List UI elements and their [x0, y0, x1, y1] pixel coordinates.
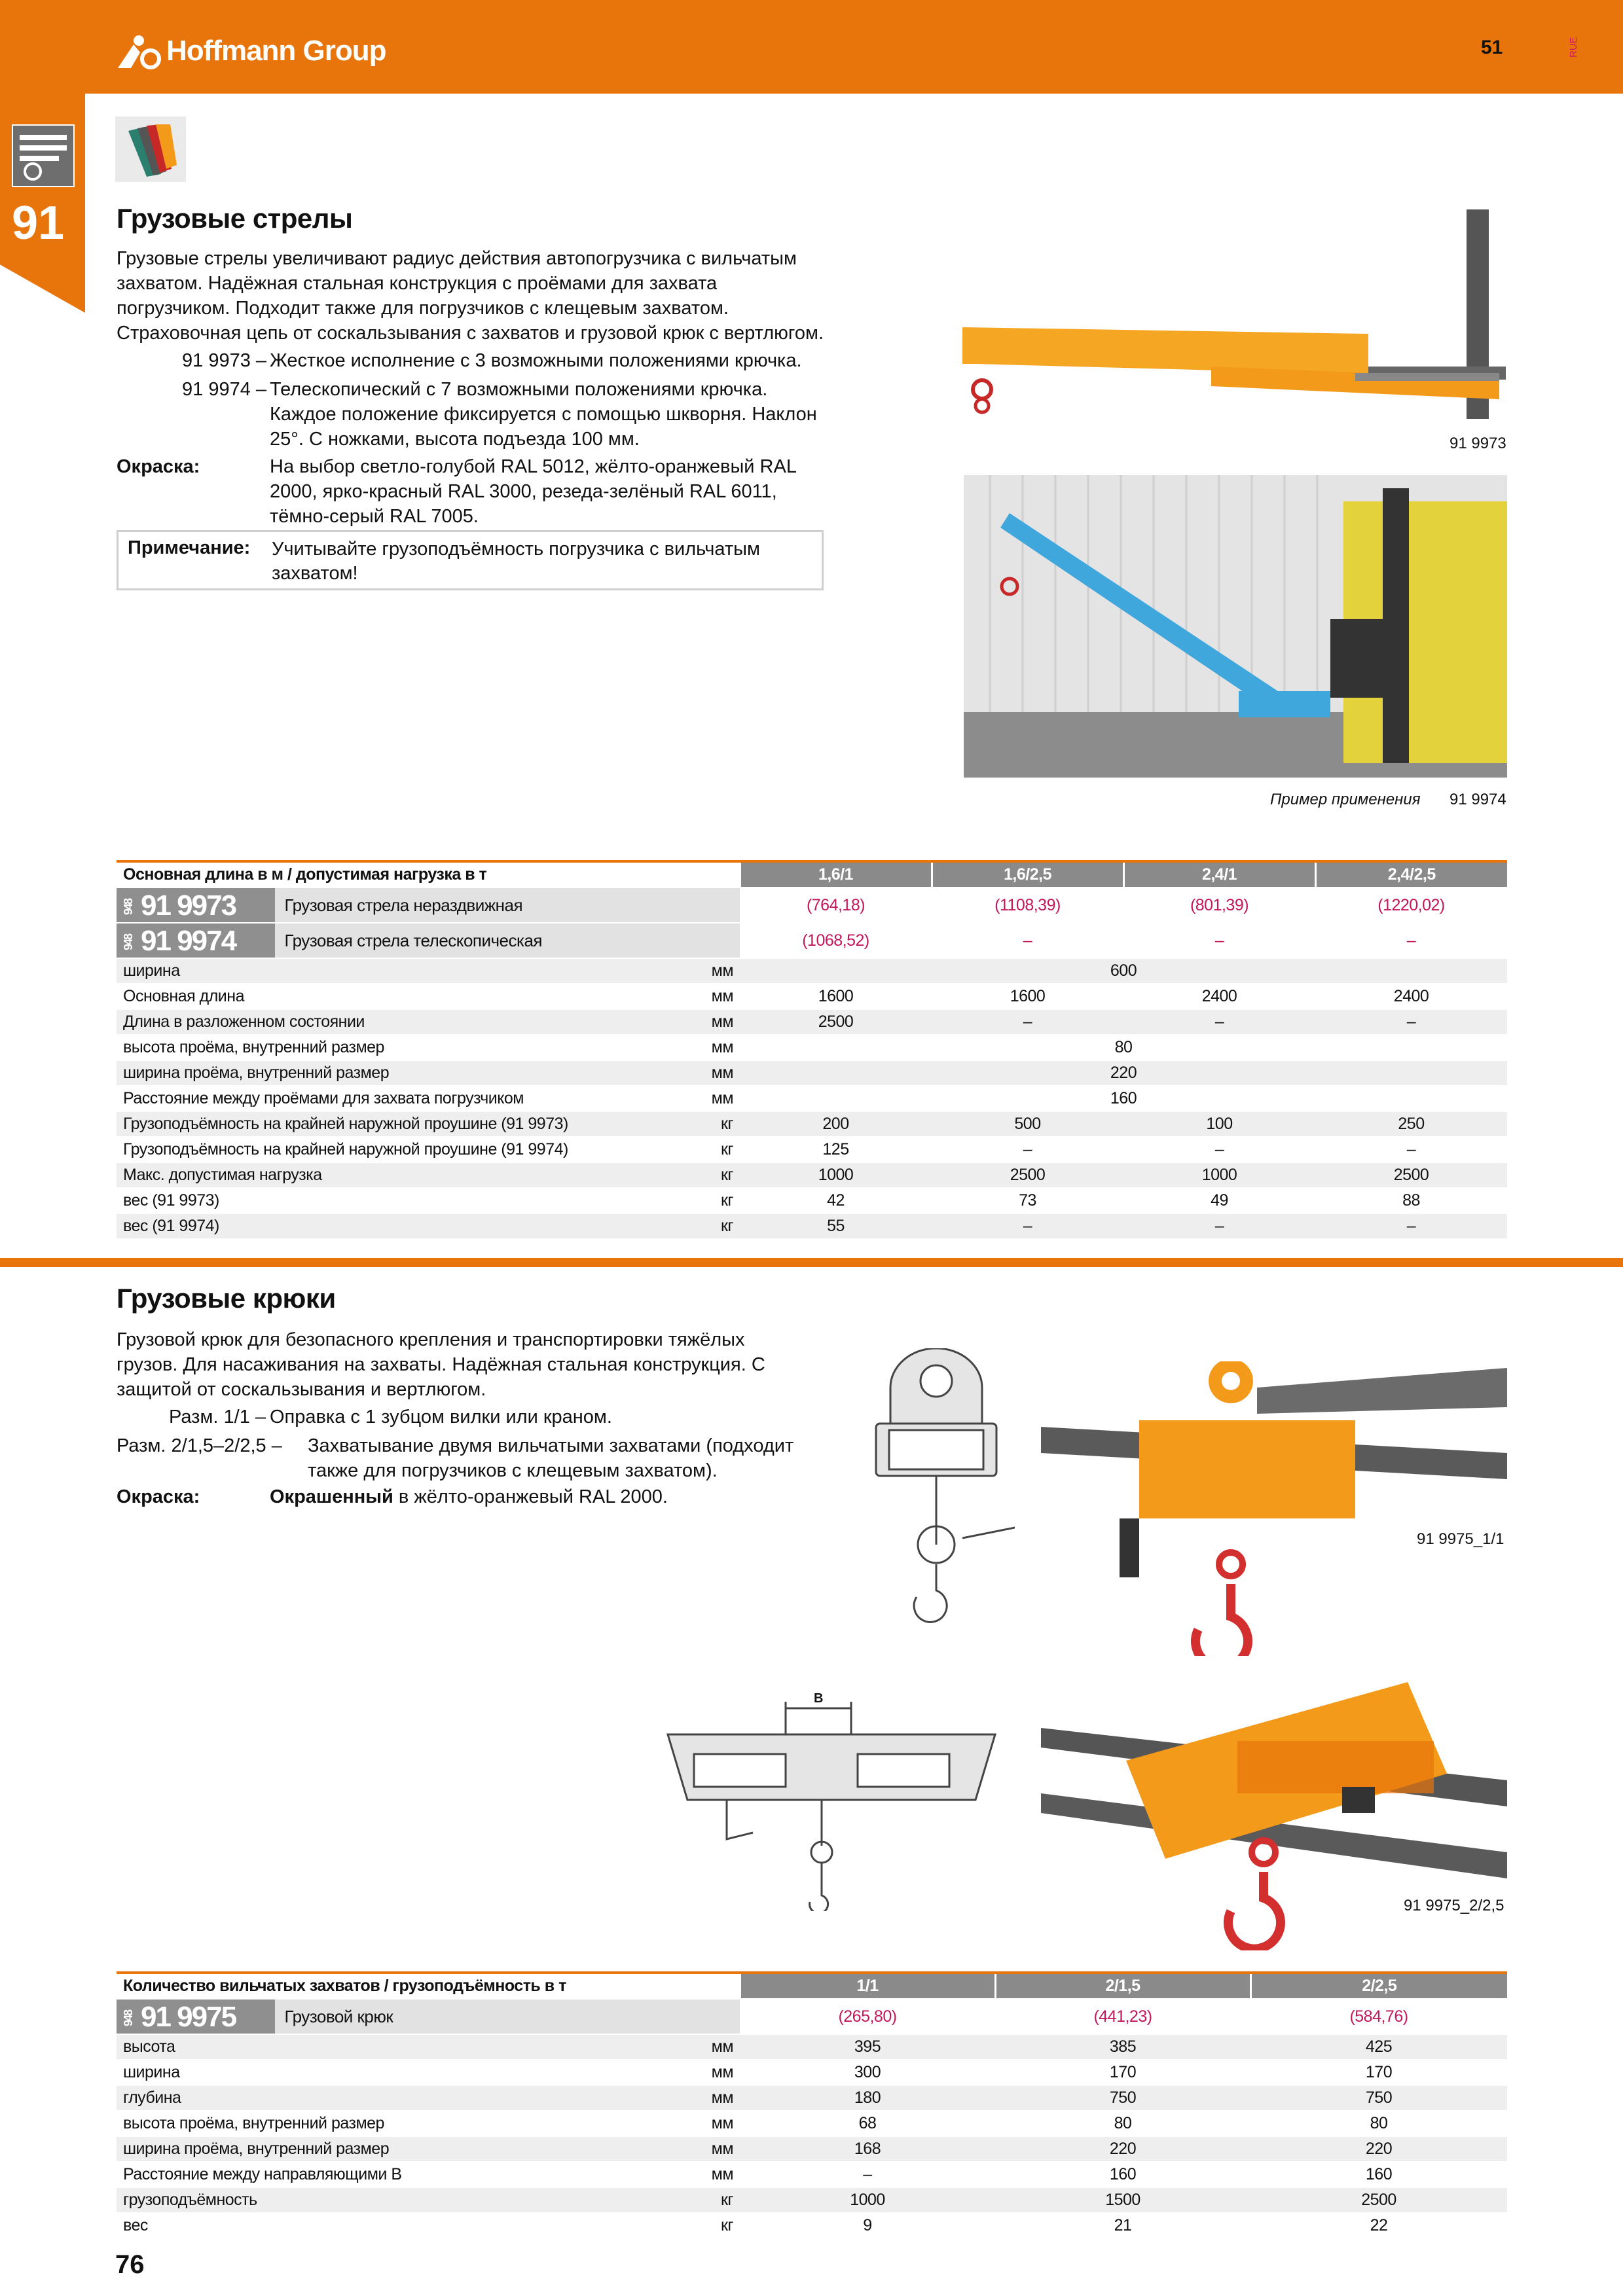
- drawing-hook-1-1: [858, 1348, 1015, 1636]
- row-label: ширина: [117, 958, 694, 984]
- column-header: 2/1,5: [995, 1973, 1250, 1999]
- cell-value: 200: [740, 1111, 932, 1137]
- row-label: высота проёма, внутренний размер: [117, 1035, 694, 1060]
- text-line: 25°. С ножками, высота подъезда 100 мм.: [270, 429, 640, 450]
- table-row: [117, 984, 1507, 1009]
- variant-code: 91 9974 –: [182, 379, 267, 400]
- variant-text: Оправка с 1 зубцом вилки или краном.: [270, 1407, 612, 1427]
- article-row: [117, 923, 1507, 958]
- cell-value: 80: [1250, 2111, 1507, 2136]
- column-header: 1,6/2,5: [932, 861, 1123, 888]
- cell-value: 160: [1250, 2162, 1507, 2187]
- language-code: RUE: [1568, 37, 1579, 58]
- text-line: На выбор светло-голубой RAL 5012, жёлто-оранжевый RAL: [270, 456, 797, 477]
- text-line: также для погрузчиков с клещевым захватом).: [308, 1460, 718, 1481]
- row-unit: мм: [694, 1035, 740, 1060]
- chapter-icon: [12, 124, 75, 187]
- row-unit: кг: [694, 1213, 740, 1239]
- cell-value: –: [1315, 1009, 1507, 1035]
- photo-caption: 91 9975_1/1: [1417, 1530, 1504, 1548]
- column-header: 1/1: [740, 1973, 995, 1999]
- row-unit: мм: [694, 984, 740, 1009]
- photo-rigid-boom: [962, 209, 1507, 425]
- text-line: Захватывание двумя вильчатыми захватами (подходит: [308, 1435, 794, 1456]
- cell-value: 160: [740, 1086, 1507, 1111]
- cell-value: 168: [740, 2136, 995, 2162]
- article-name: Грузовой крюк: [284, 2006, 393, 2026]
- photo-telescopic-boom-application: [964, 475, 1507, 778]
- cell-value: 750: [995, 2085, 1250, 2111]
- cell-value: 2500: [740, 1009, 932, 1035]
- row-label: Расстояние между проёмами для захвата погрузчиком: [117, 1086, 694, 1111]
- cell-value: 9: [740, 2213, 995, 2238]
- brand-name: Hoffmann Group: [166, 35, 386, 67]
- price: (1220,02): [1315, 888, 1507, 923]
- section-divider: [0, 1258, 1623, 1267]
- table-row: [117, 1035, 1507, 1060]
- price: –: [1123, 923, 1315, 958]
- cell-value: –: [932, 1009, 1123, 1035]
- cell-value: 55: [740, 1213, 932, 1239]
- table-row: [117, 2136, 1507, 2162]
- price: (584,76): [1250, 1999, 1507, 2034]
- cell-value: 80: [740, 1035, 1507, 1060]
- cell-value: 600: [740, 958, 1507, 984]
- table-row: [117, 2111, 1507, 2136]
- brand-logo: [117, 31, 386, 71]
- table-row: [117, 2060, 1507, 2085]
- row-label: вес (91 9973): [117, 1188, 694, 1213]
- paint-text: [270, 1484, 668, 1509]
- row-unit: мм: [694, 2111, 740, 2136]
- table-row: [117, 2213, 1507, 2238]
- cell-value: 170: [995, 2060, 1250, 2085]
- column-header: 1,6/1: [740, 861, 932, 888]
- price: –: [932, 923, 1123, 958]
- row-label: Грузоподъёмность на крайней наружной проушине (91 9973): [117, 1111, 694, 1137]
- note-label: Примечание:: [128, 537, 251, 558]
- text-line: 948: [122, 899, 135, 916]
- cell-value: –: [1123, 1009, 1315, 1035]
- color-swatch-icon: [115, 117, 186, 182]
- cell-value: 750: [1250, 2085, 1507, 2111]
- paint-label: Окраска:: [117, 456, 200, 477]
- article-row: [117, 1999, 1507, 2034]
- row-unit: кг: [694, 1188, 740, 1213]
- cell-value: 125: [740, 1137, 932, 1162]
- column-header: 2,4/2,5: [1315, 861, 1507, 888]
- text-line: 91 9975: [141, 2001, 236, 2033]
- price: (441,23): [995, 1999, 1250, 2034]
- cell-value: 88: [1315, 1188, 1507, 1213]
- cell-value: 80: [995, 2111, 1250, 2136]
- cell-value: 180: [740, 2085, 995, 2111]
- row-label: Основная длина: [117, 984, 694, 1009]
- cell-value: 73: [932, 1188, 1123, 1213]
- cell-value: 1500: [995, 2187, 1250, 2213]
- row-label: грузоподъёмность: [117, 2187, 694, 2213]
- row-label: ширина проёма, внутренний размер: [117, 2136, 694, 2162]
- cell-value: –: [932, 1213, 1123, 1239]
- article-name: Грузовая стрела телескопическая: [284, 930, 542, 950]
- text-line: Страховочная цепь от соскальзывания с захватов и грузовой крюк с вертлюгом.: [117, 323, 824, 344]
- cell-value: 1000: [1123, 1162, 1315, 1188]
- photo-caption: 91 9973: [1450, 435, 1506, 452]
- hooks-spec-table: [117, 1971, 1507, 2239]
- row-unit: мм: [694, 2034, 740, 2060]
- booms-spec-table: [117, 860, 1507, 1240]
- row-label: Длина в разложенном состоянии: [117, 1009, 694, 1035]
- cell-value: 100: [1123, 1111, 1315, 1137]
- cell-value: –: [1123, 1213, 1315, 1239]
- hoffmann-logo-icon: [117, 33, 162, 69]
- table-row: [117, 1060, 1507, 1086]
- table-row: [117, 1009, 1507, 1035]
- cell-value: 1600: [740, 984, 932, 1009]
- row-unit: кг: [694, 1111, 740, 1137]
- text-line: Грузовой крюк для безопасного крепления и транспортировки тяжёлых: [117, 1329, 745, 1350]
- row-unit: мм: [694, 2162, 740, 2187]
- price: –: [1315, 923, 1507, 958]
- cell-value: 250: [1315, 1111, 1507, 1137]
- text-line: Грузовые стрелы увеличивают радиус действия автопогрузчика с вильчатым: [117, 248, 797, 269]
- table-row: [117, 1086, 1507, 1111]
- row-unit: кг: [694, 2187, 740, 2213]
- photo-caption: 91 9975_2/2,5: [1404, 1897, 1504, 1914]
- text-line: захватом!: [272, 563, 358, 584]
- row-label: глубина: [117, 2085, 694, 2111]
- variant-code: 91 9973 –: [182, 350, 267, 371]
- cell-value: 68: [740, 2111, 995, 2136]
- drawing-hook-2: [655, 1689, 1008, 1911]
- row-unit: мм: [694, 2085, 740, 2111]
- photo-caption-label: Пример применения: [1270, 791, 1421, 808]
- note-text: [272, 537, 795, 586]
- table-row: [117, 1111, 1507, 1137]
- text-line: грузов. Для насаживания на захваты. Надёжная стальная конструкция. С: [117, 1354, 765, 1375]
- column-header: 2/2,5: [1250, 1973, 1507, 1999]
- price: (764,18): [740, 888, 932, 923]
- row-unit: мм: [694, 958, 740, 984]
- cell-value: –: [1123, 1137, 1315, 1162]
- row-label: Расстояние между направляющими B: [117, 2162, 694, 2187]
- table-row: [117, 1188, 1507, 1213]
- cell-value: 2400: [1315, 984, 1507, 1009]
- table-row: [117, 1213, 1507, 1239]
- row-unit: мм: [694, 1086, 740, 1111]
- price: (801,39): [1123, 888, 1315, 923]
- row-label: ширина: [117, 2060, 694, 2085]
- table-row: [117, 2034, 1507, 2060]
- text-line: в жёлто-оранжевый RAL 2000.: [393, 1486, 668, 1507]
- row-label: высота проёма, внутренний размер: [117, 2111, 694, 2136]
- cell-value: 2500: [932, 1162, 1123, 1188]
- text-line: 948: [122, 935, 135, 951]
- cell-value: –: [1315, 1213, 1507, 1239]
- variant-text: [270, 377, 817, 452]
- page-number-top: 51: [1481, 37, 1503, 58]
- photo-caption: 91 9974: [1450, 791, 1506, 808]
- row-label: Макс. допустимая нагрузка: [117, 1162, 694, 1188]
- cell-value: 425: [1250, 2034, 1507, 2060]
- cell-value: 220: [995, 2136, 1250, 2162]
- row-unit: кг: [694, 1162, 740, 1188]
- section-title-hooks: Грузовые крюки: [117, 1283, 336, 1314]
- cell-value: 49: [1123, 1188, 1315, 1213]
- cell-value: 2500: [1315, 1162, 1507, 1188]
- text-line: 948: [122, 2011, 135, 2027]
- cell-value: –: [1315, 1137, 1507, 1162]
- price: (1108,39): [932, 888, 1123, 923]
- variant-text: Жесткое исполнение с 3 возможными положениями крючка.: [270, 350, 802, 371]
- table-row: [117, 958, 1507, 984]
- table-row: [117, 1137, 1507, 1162]
- price: (1068,52): [740, 923, 932, 958]
- article-name: Грузовая стрела нераздвижная: [284, 895, 523, 915]
- text-line: 2000, ярко-красный RAL 3000, резеда-зелёный RAL 6011,: [270, 481, 777, 502]
- article-number: [117, 924, 275, 958]
- row-label: вес (91 9974): [117, 1213, 694, 1239]
- text-line: 91 9974: [141, 925, 236, 957]
- table-header: Основная длина в м / допустимая нагрузка в т: [117, 861, 740, 888]
- text-line: Учитывайте грузоподъёмность погрузчика с вильчатым: [272, 539, 760, 560]
- row-unit: мм: [694, 1060, 740, 1086]
- cell-value: 1600: [932, 984, 1123, 1009]
- variant-text: [308, 1433, 793, 1483]
- page-number-bottom: 76: [115, 2250, 145, 2279]
- cell-value: 42: [740, 1188, 932, 1213]
- row-unit: кг: [694, 1137, 740, 1162]
- row-label: ширина проёма, внутренний размер: [117, 1060, 694, 1086]
- cell-value: 22: [1250, 2213, 1507, 2238]
- price: (265,80): [740, 1999, 995, 2034]
- text-line: Телескопический с 7 возможными положениями крючка.: [270, 379, 768, 400]
- cell-value: 2400: [1123, 984, 1315, 1009]
- booms-intro: [117, 246, 824, 346]
- paint-text: [270, 454, 797, 529]
- variant-code: Разм. 2/1,5–2/2,5 –: [117, 1435, 282, 1456]
- cell-value: 385: [995, 2034, 1250, 2060]
- text-line: захватом. Надёжная стальная конструкция с проёмами для захвата: [117, 273, 718, 294]
- table-header: Количество вильчатых захватов / грузоподъёмность в т: [117, 1973, 740, 1999]
- row-label: Грузоподъёмность на крайней наружной проушине (91 9974): [117, 1137, 694, 1162]
- row-unit: кг: [694, 2213, 740, 2238]
- text-line: Каждое положение фиксируется с помощью шкворня. Наклон: [270, 404, 817, 425]
- section-title-booms: Грузовые стрелы: [117, 203, 353, 234]
- cell-value: 1000: [740, 1162, 932, 1188]
- row-unit: мм: [694, 2060, 740, 2085]
- row-label: высота: [117, 2034, 694, 2060]
- cell-value: 220: [740, 1060, 1507, 1086]
- table-row: [117, 2162, 1507, 2187]
- table-row: [117, 2187, 1507, 2213]
- cell-value: –: [740, 2162, 995, 2187]
- row-unit: мм: [694, 2136, 740, 2162]
- cell-value: 2500: [1250, 2187, 1507, 2213]
- cell-value: –: [932, 1137, 1123, 1162]
- cell-value: 300: [740, 2060, 995, 2085]
- table-row: [117, 1162, 1507, 1188]
- row-label: вес: [117, 2213, 694, 2238]
- dimension-label: B: [814, 1691, 824, 1706]
- column-header: 2,4/1: [1123, 861, 1315, 888]
- cell-value: 160: [995, 2162, 1250, 2187]
- cell-value: 21: [995, 2213, 1250, 2238]
- cell-value: 220: [1250, 2136, 1507, 2162]
- text-line: 91 9973: [141, 889, 236, 922]
- variant-code: Разм. 1/1 –: [169, 1407, 266, 1427]
- article-row: [117, 888, 1507, 923]
- cell-value: 500: [932, 1111, 1123, 1137]
- cell-value: 1000: [740, 2187, 995, 2213]
- hooks-intro: [117, 1327, 765, 1402]
- text-line: погрузчиком. Подходит также для погрузчиков с клещевым захватом.: [117, 298, 729, 319]
- row-unit: мм: [694, 1009, 740, 1035]
- article-number: [117, 2000, 275, 2034]
- photo-hook-1-1: [1041, 1361, 1507, 1656]
- cell-value: 170: [1250, 2060, 1507, 2085]
- paint-label: Окраска:: [117, 1486, 200, 1507]
- text-line: тёмно-серый RAL 7005.: [270, 506, 479, 527]
- table-row: [117, 2085, 1507, 2111]
- chapter-number: 91: [12, 197, 65, 249]
- text-line: Окрашенный: [270, 1486, 393, 1507]
- note-box: [117, 530, 824, 590]
- text-line: защитой от соскальзывания и вертлюгом.: [117, 1379, 486, 1400]
- cell-value: 395: [740, 2034, 995, 2060]
- article-number: [117, 888, 275, 922]
